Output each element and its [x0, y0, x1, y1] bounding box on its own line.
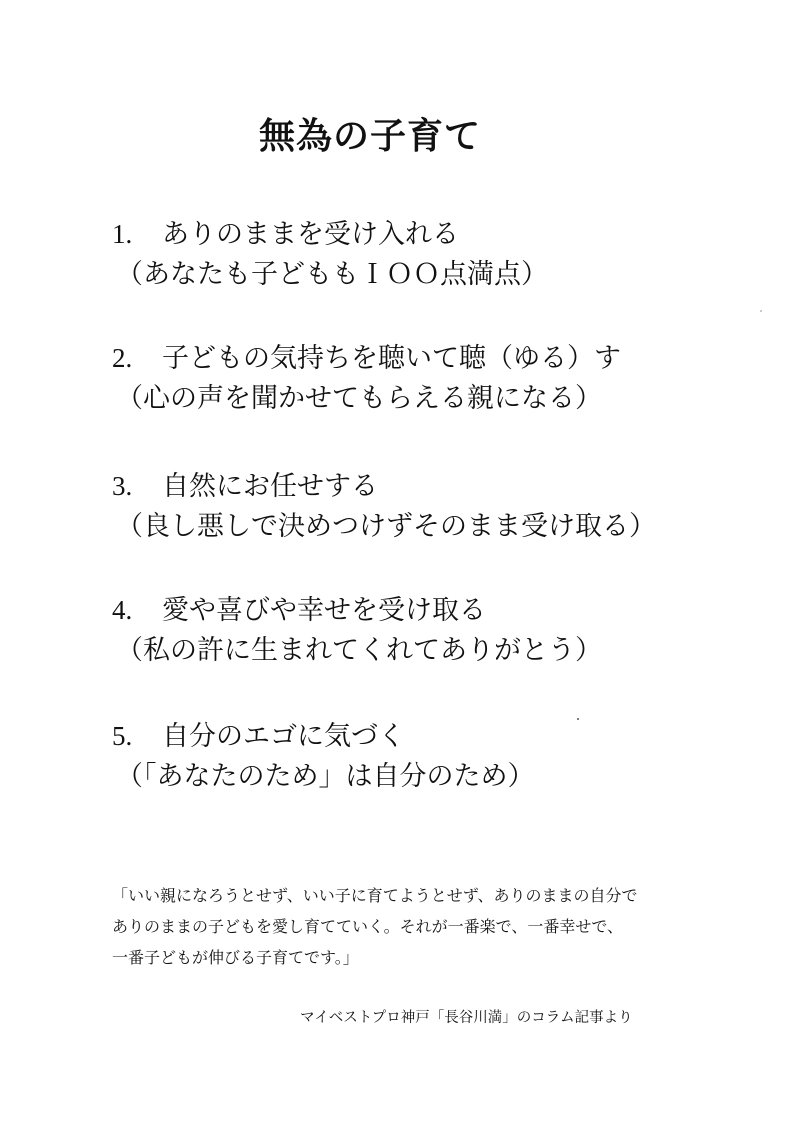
item-heading: 愛や喜びや幸せを受け取る: [162, 595, 486, 626]
item-number: 5.: [112, 721, 133, 751]
list-item: [112, 590, 752, 671]
quote-line: 「いい親になろうとせず、いい子に育てようとせず、ありのままの自分で: [112, 886, 638, 905]
item-heading: 子どもの気持ちを聴いて聴（ゆる）す: [162, 343, 621, 374]
item-number: 3.: [112, 471, 133, 501]
list-item: [112, 716, 752, 797]
quote-line: 一番子どもが伸びる子育てです。」: [112, 948, 359, 967]
item-note: （あなたも子どももＩＯＯ点満点）: [116, 259, 548, 290]
item-number: 1.: [112, 219, 133, 249]
item-note: （心の声を聞かせてもらえる親になる）: [116, 383, 602, 414]
source-credit: マイベストプロ神戸「長谷川満」のコラム記事より: [300, 1010, 633, 1026]
list-item: [112, 214, 752, 295]
item-heading: ありのままを受け入れる: [162, 219, 459, 250]
item-note: （私の許に生まれてくれてありがとう）: [116, 635, 602, 666]
quote-block: [112, 880, 712, 973]
page-title: 無為の子育て: [258, 115, 481, 157]
item-note: （「あなたのため」は自分のため）: [116, 761, 535, 792]
list-item: [112, 338, 752, 419]
scan-speck: [760, 310, 762, 312]
list-item: [112, 466, 752, 547]
scan-speck: [577, 718, 579, 720]
quote-line: ありのままの子どもを愛し育てていく。それが一番楽で、一番幸せで、: [112, 917, 624, 936]
item-note: （良し悪しで決めつけずそのまま受け取る）: [116, 511, 656, 542]
item-heading: 自然にお任せする: [162, 471, 378, 502]
item-number: 2.: [112, 343, 133, 373]
item-heading: 自分のエゴに気づく: [162, 721, 405, 752]
item-number: 4.: [112, 595, 133, 625]
